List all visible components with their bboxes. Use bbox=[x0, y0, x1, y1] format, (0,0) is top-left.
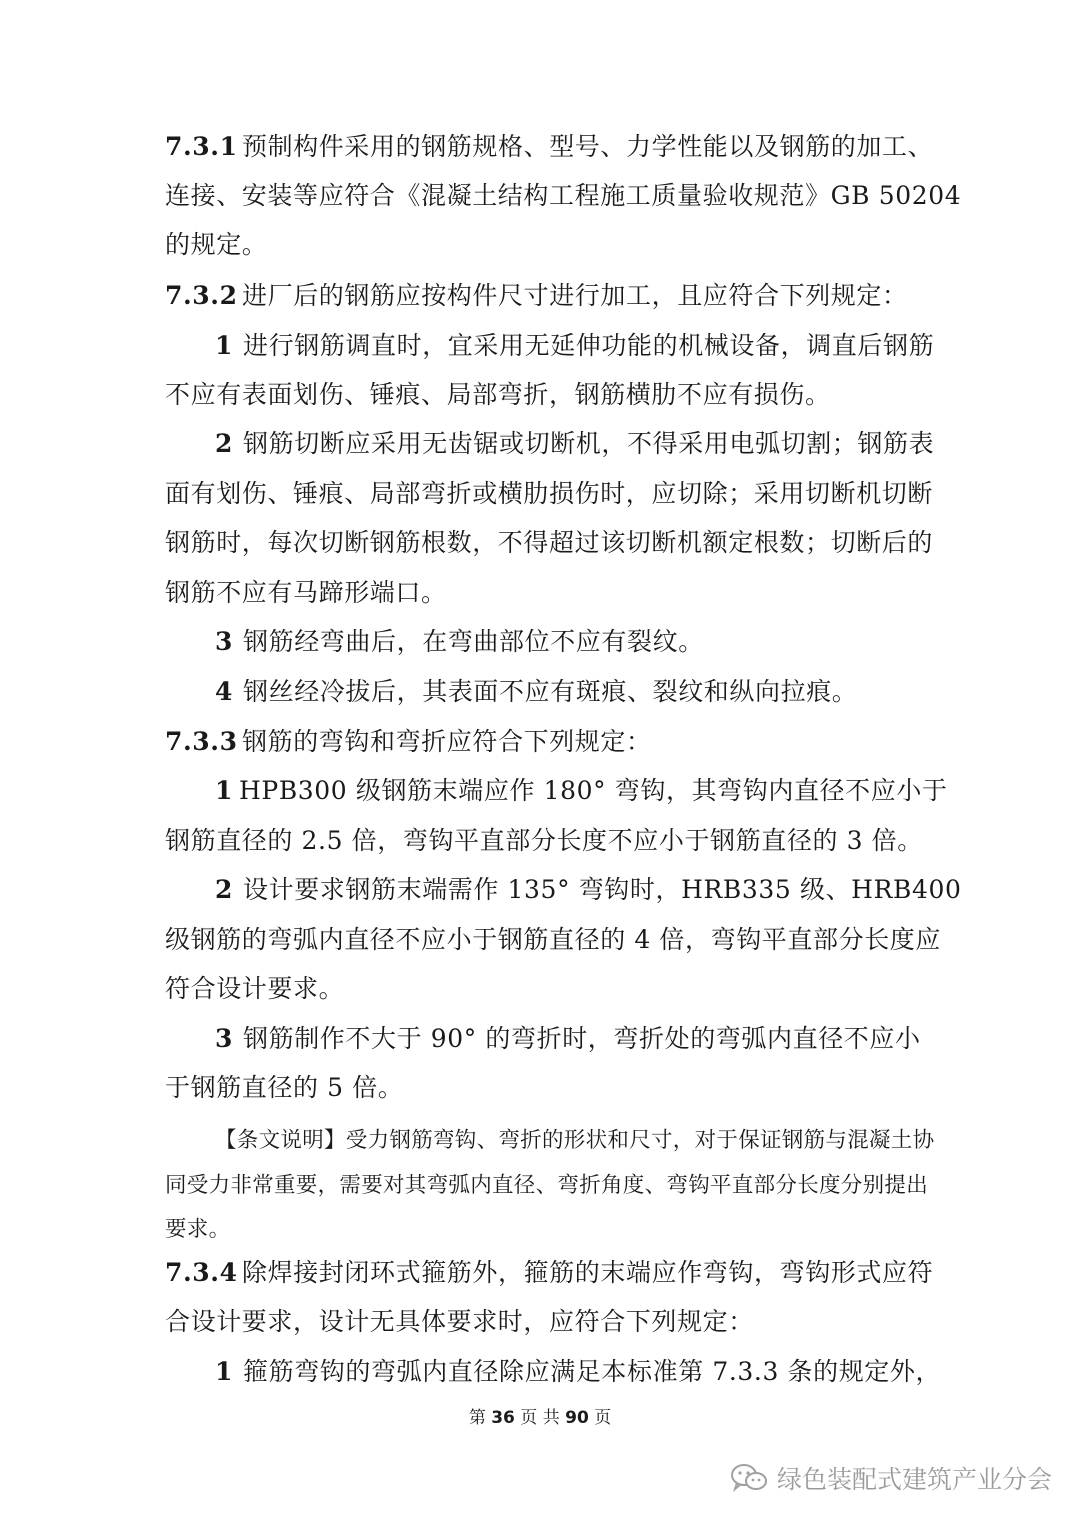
item-text: 钢筋不应有马蹄形端口。 bbox=[165, 578, 447, 607]
item-2-line-2 bbox=[165, 479, 1080, 509]
item-1-line-2 bbox=[165, 380, 1080, 410]
item-text: 设计要求钢筋末端需作 135° 弯钩时，HRB335 级、HRB400 bbox=[243, 875, 962, 904]
clause-number: 7.3.4 bbox=[165, 1258, 238, 1287]
explanation-line-1 bbox=[215, 1127, 1080, 1155]
explanation-text: 同受力非常重要，需要对其弯弧内直径、弯折角度、弯钩平直部分长度分别提出 bbox=[165, 1173, 929, 1198]
item-text: 进行钢筋调直时，宜采用无延伸功能的机械设备，调直后钢筋 bbox=[243, 331, 935, 360]
item-2-line-1 bbox=[215, 429, 1080, 459]
item-text: 符合设计要求。 bbox=[165, 974, 345, 1003]
clause-number: 7.3.3 bbox=[165, 727, 238, 756]
watermark-text: 绿色装配式建筑产业分会 bbox=[776, 1465, 1052, 1494]
item-number: 3 bbox=[215, 1024, 233, 1053]
item-3-line-2 bbox=[165, 1073, 1080, 1103]
item-text: 钢筋切断应采用无齿锯或切断机，不得采用电弧切割；钢筋表 bbox=[243, 429, 935, 458]
clause-text: 进厂后的钢筋应按构件尺寸进行加工，且应符合下列规定： bbox=[242, 281, 908, 310]
item-number: 3 bbox=[215, 627, 233, 656]
item-number: 2 bbox=[215, 875, 233, 904]
item-4-line-1 bbox=[215, 677, 1080, 707]
item-2-line-2 bbox=[165, 925, 1080, 955]
item-text: 钢筋时，每次切断钢筋根数，不得超过该切断机额定根数；切断后的 bbox=[165, 528, 934, 557]
clause-text: 除焊接封闭环式箍筋外，箍筋的末端应作弯钩，弯钩形式应符 bbox=[242, 1258, 934, 1287]
item-text: 钢筋经弯曲后，在弯曲部位不应有裂纹。 bbox=[243, 627, 704, 656]
clause-text: 的规定。 bbox=[165, 230, 268, 259]
clause-7-3-1-line-2 bbox=[165, 181, 1080, 211]
item-number: 1 bbox=[215, 776, 233, 805]
item-number: 2 bbox=[215, 429, 233, 458]
footer-prefix: 第 bbox=[468, 1408, 486, 1428]
item-text: 箍筋弯钩的弯弧内直径除应满足本标准第 7.3.3 条的规定外， bbox=[243, 1357, 942, 1386]
item-text: 于钢筋直径的 5 倍。 bbox=[165, 1073, 404, 1102]
item-1-line-1 bbox=[215, 331, 1080, 361]
total-pages-number: 90 bbox=[565, 1408, 589, 1428]
item-text: 钢筋制作不大于 90° 的弯折时，弯折处的弯弧内直径不应小 bbox=[243, 1024, 921, 1053]
item-text: 面有划伤、锤痕、局部弯折或横肋损伤时，应切除；采用切断机切断 bbox=[165, 479, 934, 508]
explanation-line-3 bbox=[165, 1216, 1080, 1244]
clause-7-3-4-line-1 bbox=[165, 1258, 1080, 1288]
clause-number: 7.3.2 bbox=[165, 281, 238, 310]
item-3-line-1 bbox=[215, 627, 1080, 657]
item-text: 钢丝经冷拔后，其表面不应有斑痕、裂纹和纵向拉痕。 bbox=[243, 677, 858, 706]
item-1-line-1 bbox=[215, 776, 1080, 806]
clause-number: 7.3.1 bbox=[165, 132, 238, 161]
item-text: HPB300 级钢筋末端应作 180° 弯钩，其弯钩内直径不应小于 bbox=[239, 776, 948, 805]
clause-text: 钢筋的弯钩和弯折应符合下列规定： bbox=[242, 727, 652, 756]
clause-7-3-2-line-1 bbox=[165, 281, 1080, 311]
watermark bbox=[729, 1458, 1052, 1498]
footer-suffix: 页 bbox=[594, 1408, 612, 1428]
wechat-icon bbox=[729, 1462, 769, 1494]
explanation-line-2 bbox=[165, 1172, 1080, 1200]
clause-text: 连接、安装等应符合《混凝土结构工程施工质量验收规范》GB 50204 bbox=[165, 181, 962, 210]
page-footer bbox=[0, 1406, 1080, 1430]
item-text: 钢筋直径的 2.5 倍，弯钩平直部分长度不应小于钢筋直径的 3 倍。 bbox=[165, 826, 923, 855]
explanation-text: 要求。 bbox=[165, 1217, 231, 1242]
item-1-line-1 bbox=[215, 1357, 1080, 1387]
item-3-line-1 bbox=[215, 1024, 1080, 1054]
item-1-line-2 bbox=[165, 826, 1080, 856]
clause-7-3-4-line-2 bbox=[165, 1307, 1080, 1337]
item-number: 1 bbox=[215, 331, 233, 360]
item-text: 不应有表面划伤、锤痕、局部弯折，钢筋横肋不应有损伤。 bbox=[165, 380, 831, 409]
item-2-line-1 bbox=[215, 875, 1080, 905]
clause-7-3-3-line-1 bbox=[165, 727, 1080, 757]
item-2-line-3 bbox=[165, 528, 1080, 558]
clause-7-3-1-line-1 bbox=[165, 132, 1080, 162]
footer-middle: 页 共 bbox=[520, 1408, 560, 1428]
clause-7-3-1-line-3 bbox=[165, 230, 1080, 260]
item-2-line-4 bbox=[165, 578, 1080, 608]
item-number: 1 bbox=[215, 1357, 233, 1386]
clause-text: 预制构件采用的钢筋规格、型号、力学性能以及钢筋的加工、 bbox=[242, 132, 934, 161]
explanation-text: 【条文说明】受力钢筋弯钩、弯折的形状和尺寸，对于保证钢筋与混凝土协 bbox=[215, 1128, 935, 1153]
item-2-line-3 bbox=[165, 974, 1080, 1004]
item-number: 4 bbox=[215, 677, 233, 706]
current-page-number: 36 bbox=[491, 1408, 515, 1428]
item-text: 级钢筋的弯弧内直径不应小于钢筋直径的 4 倍，弯钩平直部分长度应 bbox=[165, 925, 942, 954]
clause-text: 合设计要求，设计无具体要求时，应符合下列规定： bbox=[165, 1307, 754, 1336]
